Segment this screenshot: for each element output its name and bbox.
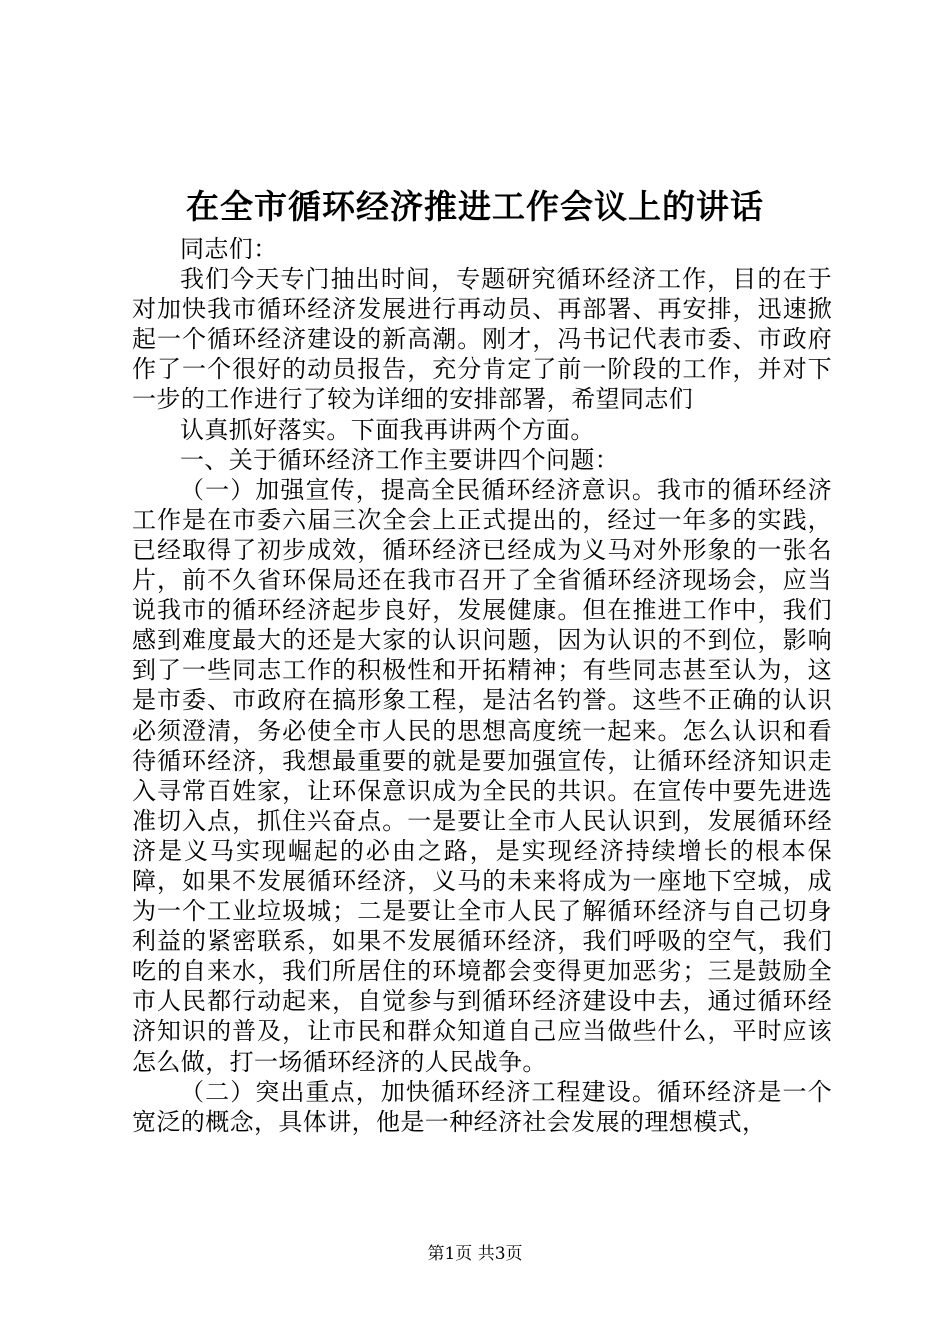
point-two-paragraph: （二）突出重点，加快循环经济工程建设。循环经济是一个宽泛的概念，具体讲，他是一种经济社会发展的理想模式， — [132, 1077, 832, 1136]
page-footer: 第1页 共3页 — [427, 1244, 523, 1264]
document-body — [132, 234, 832, 1137]
intro-continuation-paragraph: 认真抓好落实。下面我再讲两个方面。 — [180, 415, 595, 444]
intro-paragraph: 我们今天专门抽出时间，专题研究循环经济工作，目的在于对加快我市循环经济发展进行再动员、再部署、再安排，迅速掀起一个循环经济建设的新高潮。刚才，冯书记代表市委、市政府作了一个很好的动员报告，充分肯定了前一阶段的工作，并对下一步的工作进行了较为详细的安排部署，希望同志们 — [132, 265, 832, 414]
point-one-paragraph: （一）加强宣传，提高全民循环经济意识。我市的循环经济工作是在市委六届三次全会上正式提出的，经过一年多的实践，已经取得了初步成效，循环经济已经成为义马对外形象的一张名片，前不久省环保局还在我市召开了全省循环经济现场会，应当说我市的循环经济起步良好，发展健康。但在推进工作中，我们感到难度最大的还是大家的认识问题，因为认识的不到位，影响到了一些同志工作的积极性和开拓精神；有些同志甚至认为，这是市委、市政府在搞形象工程，是沽名钓誉。这些不正确的认识必须澄清，务必使全市人民的思想高度统一起来。怎么认识和看待循环经济，我想最重要的就是要加强宣传，让循环经济知识走入寻常百姓家，让环保意识成为全民的共识。在宣传中要先进选准切入点，抓住兴奋点。一是要让全市人民认识到，发展循环经济是义马实现崛起的必由之路，是实现经济持续增长的根本保障，如果不发展循环经济，义马的未来将成为一座地下空城，成为一个工业垃圾城；二是要让全市人民了解循环经济与自己切身利益的紧密联系，如果不发展循环经济，我们呼吸的空气，我们吃的自来水，我们所居住的环境都会变得更加恶劣；三是鼓励全市人民都行动起来，自觉参与到循环经济建设中去，通过循环经济知识的普及，让市民和群众知道自己应当做些什么，平时应该怎么做，打一场循环经济的人民战争。 — [132, 475, 832, 1076]
greeting-paragraph: 同志们： — [180, 235, 278, 263]
section-heading-paragraph: 一、关于循环经济工作主要讲四个问题： — [180, 445, 620, 474]
document-title: 在全市循环经济推进工作会议上的讲话 — [186, 187, 764, 226]
